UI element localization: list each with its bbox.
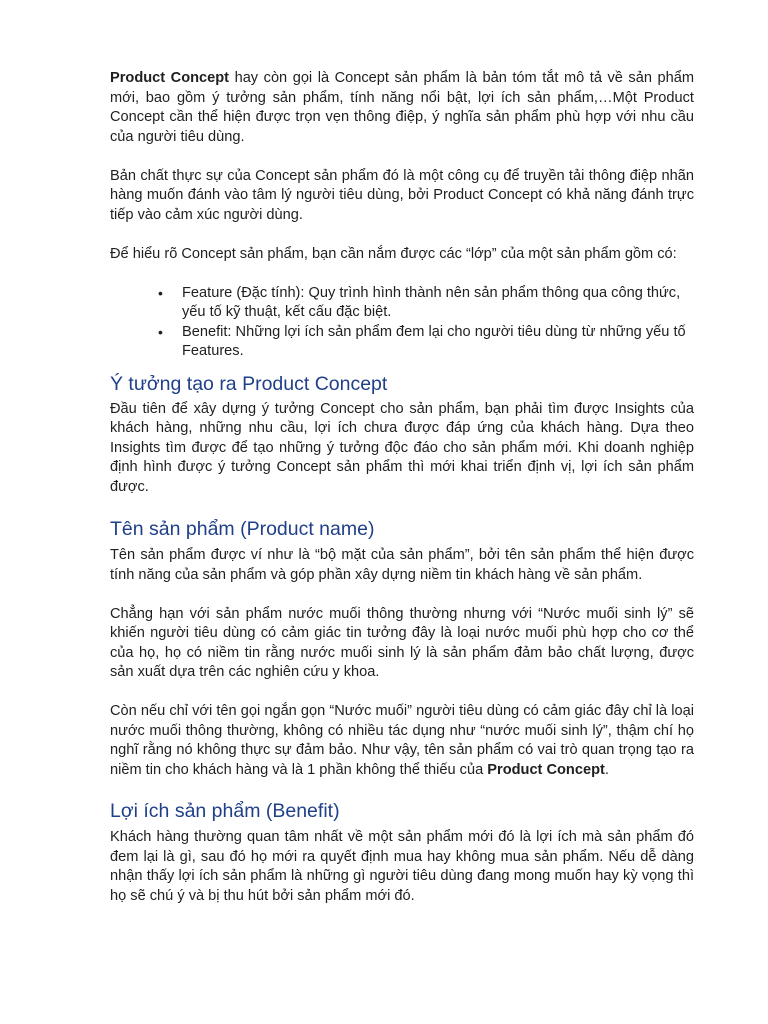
section1-paragraph-1: Đầu tiên để xây dựng ý tưởng Concept cho sản phẩm, bạn phải tìm được Insights của khách hàng, những nhu cầu, lợi ích chưa được đáp ứng của khách hàng. Dựa theo Insights tìm được để tạo những ý tưởng độc đáo cho sản phẩm mới. Khi doanh nghiệp định hình được ý tưởng Concept sản phẩm thì mới khai triển định vị, lợi ích sản phẩm được.: [110, 400, 694, 495]
section2-paragraph-3-text: Còn nếu chỉ với tên gọi ngắn gọn “Nước muối” người tiêu dùng có cảm giác đây chỉ là loại nước muối thông thường, không có nhiều tác dụng như “nước muối sinh lý”, thậm chí họ nghĩ rằng nó không thực sự đảm bảo. Như vậy, tên sản phẩm có vai trò quan trọng tạo ra niềm tin cho khách hàng và là 1 phần không thể thiếu của: [110, 703, 694, 778]
section2-paragraph-3-end: .: [604, 761, 609, 778]
section3-paragraph-1: Khách hàng thường quan tâm nhất về một sản phẩm mới đó là lợi ích mà sản phẩm đó đem lại là gì, sau đó họ mới ra quyết định mua hay không mua sản phẩm. Nếu dễ dàng nhận thấy lợi ích sản phẩm là những gì người tiêu dùng đang mong muốn hay kỳ vọng thì họ sẽ chú ý và bị thu hút bởi sản phẩm mới đó.: [110, 829, 694, 904]
heading-product-concept-idea: Ý tưởng tạo ra Product Concept: [110, 372, 388, 395]
section2-paragraph-1: Tên sản phẩm được ví như là “bộ mặt của sản phẩm”, bởi tên sản phẩm thể hiện được tính năng của sản phẩm và góp phần xây dựng niềm tin khách hàng về sản phẩm.: [110, 547, 694, 583]
heading-benefit: Lợi ích sản phẩm (Benefit): [110, 800, 340, 822]
intro-paragraph-1-text: hay còn gọi là Concept sản phẩm là bản tóm tắt mô tả về sản phẩm mới, bao gồm ý tưởng sản phẩm, tính năng nổi bật, lợi ích sản phẩm,…Một Product Concept cần thể hiện được trọn vẹn thông điệp, ý nghĩa sản phẩm phù hợp với nhu cầu của người tiêu dùng.: [110, 70, 695, 145]
heading-product-name: Tên sản phẩm (Product name): [110, 518, 375, 540]
intro-paragraph-3: Để hiểu rõ Concept sản phẩm, bạn cần nắm được các “lớp” của một sản phẩm gồm có:: [110, 245, 677, 262]
bullet-feature: • Feature (Đặc tính): Quy trình hình thành nên sản phẩm thông qua công thức, yếu tố kỹ thuật, kết cấu đặc biệt.: [182, 284, 694, 323]
product-concept-bold: Product Concept: [110, 70, 230, 86]
intro-paragraph-1: [110, 69, 694, 147]
bullet-benefit: • Benefit: Những lợi ích sản phẩm đem lại cho người tiêu dùng từ những yếu tố Features.: [182, 323, 694, 362]
intro-paragraph-2: Bản chất thực sự của Concept sản phẩm đó là một công cụ để truyền tải thông điệp nhãn hàng muốn đánh vào tâm lý người tiêu dùng, bởi Product Concept có khả năng đánh trực tiếp vào cảm xúc người dùng.: [110, 167, 694, 223]
section2-paragraph-2: Chẳng hạn với sản phẩm nước muối thông thường nhưng với “Nước muối sinh lý” sẽ khiến người tiêu dùng có cảm giác tin tưởng đây là loại nước muối phù hợp cho cơ thể của họ, họ có niềm tin rằng nước muối sinh lý là sản phẩm đảm bảo chất lượng, được sản xuất dựa trên các nghiên cứu y khoa.: [110, 605, 694, 680]
document-page: [110, 69, 694, 906]
layers-bullet-list: [110, 284, 694, 362]
product-concept-bold-2: Product Concept: [487, 761, 605, 778]
section2-paragraph-3: [110, 702, 694, 780]
